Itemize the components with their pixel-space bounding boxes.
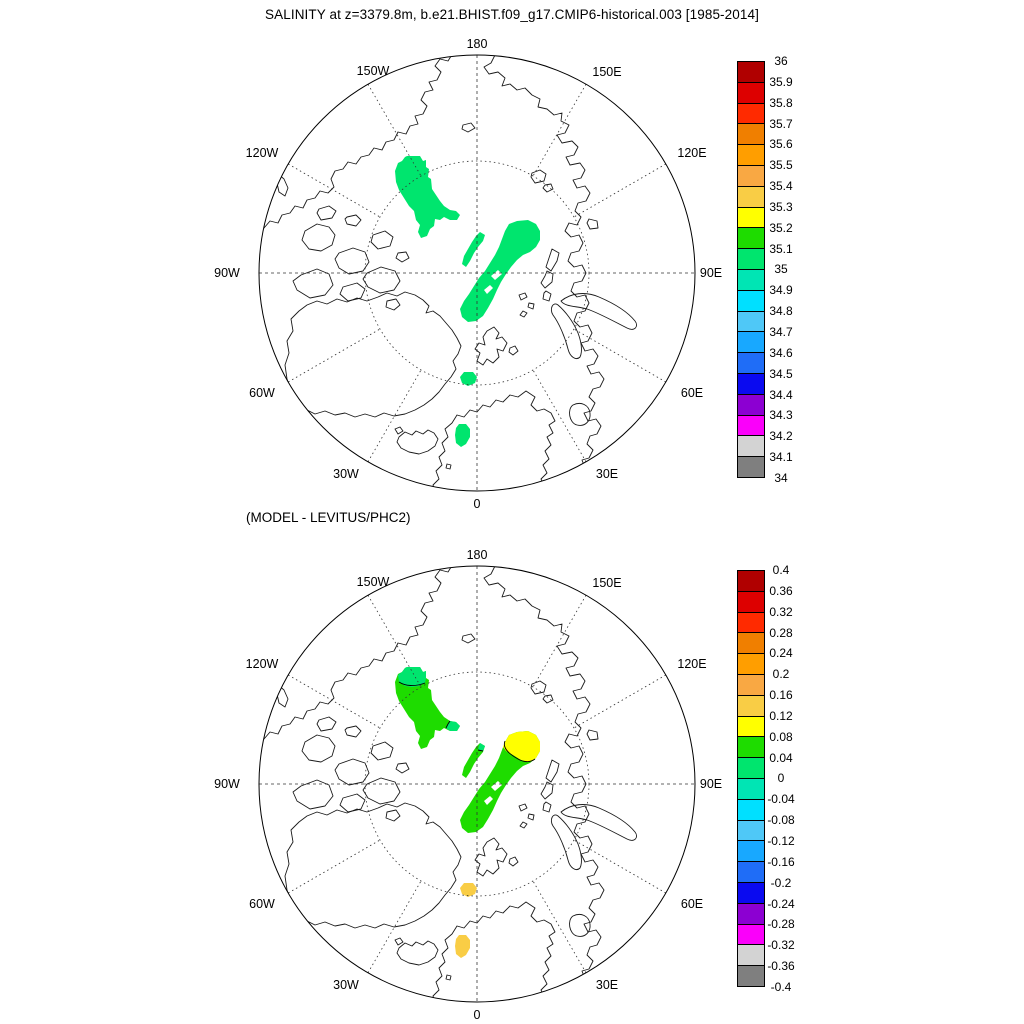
meridian-label-0: 0 bbox=[473, 1008, 481, 1022]
salinity-patch-pole-sliver bbox=[462, 232, 485, 267]
colorbar-tick-label: 0.2 bbox=[772, 667, 790, 682]
meridian-label-60w: 60W bbox=[249, 386, 275, 400]
meridian-label-150w: 150W bbox=[356, 64, 390, 78]
meridian-label-0: 0 bbox=[473, 497, 481, 511]
difference-map-svg bbox=[247, 554, 707, 1014]
meridian-label-30e: 30E bbox=[595, 467, 619, 481]
colorbar-tick-label: 0.16 bbox=[769, 688, 793, 703]
difference-panel-title: (MODEL - LEVITUS/PHC2) bbox=[246, 510, 411, 525]
colorbar-tick-label: -0.08 bbox=[767, 813, 795, 828]
colorbar-tick-label: 35.8 bbox=[769, 95, 793, 110]
meridian-label-120e: 120E bbox=[677, 657, 707, 671]
colorbar-tick-label: 34 bbox=[774, 470, 788, 485]
figure-title: SALINITY at z=3379.8m, b.e21.BHIST.f09_g17.CMIP6-historical.003 [1985-2014] bbox=[265, 7, 759, 22]
colorbar-tick-label: -0.36 bbox=[767, 959, 795, 974]
meridian-label-180: 180 bbox=[466, 548, 488, 562]
colorbar-tick-label: 34.5 bbox=[769, 366, 793, 381]
colorbar-tick-label: 35.7 bbox=[769, 116, 793, 131]
colorbar-tick-label: 34.1 bbox=[769, 450, 793, 465]
coastlines bbox=[257, 564, 637, 1014]
difference-colorbar-labels bbox=[755, 563, 807, 994]
meridian-label-60e: 60E bbox=[680, 897, 704, 911]
salinity-patch-greenland-sea-south bbox=[455, 424, 470, 447]
meridian-label-60e: 60E bbox=[680, 386, 704, 400]
colorbar-tick-label: 0.28 bbox=[769, 625, 793, 640]
colorbar-tick-label: 34.2 bbox=[769, 429, 793, 444]
colorbar-tick-label: 36 bbox=[774, 54, 788, 68]
meridian-label-90w: 90W bbox=[214, 777, 240, 791]
colorbar-tick-label: -0.12 bbox=[767, 833, 795, 848]
colorbar-tick-label: 35.4 bbox=[769, 179, 793, 194]
colorbar-tick-label: 35.5 bbox=[769, 158, 793, 173]
colorbar-tick-label: 35.2 bbox=[769, 220, 793, 235]
graticule bbox=[259, 55, 695, 491]
colorbar-tick-label: 34.9 bbox=[769, 283, 793, 298]
meridian-label-60w: 60W bbox=[249, 897, 275, 911]
colorbar-tick-label: -0.28 bbox=[767, 917, 795, 932]
meridian-label-90e: 90E bbox=[699, 266, 723, 280]
colorbar-tick-label: 34.6 bbox=[769, 345, 793, 360]
salinity-map-svg bbox=[247, 43, 707, 503]
colorbar-tick-label: 0.08 bbox=[769, 729, 793, 744]
diff-patch-greenland-sea-south bbox=[455, 935, 470, 958]
meridian-label-150e: 150E bbox=[592, 576, 622, 590]
colorbar-tick-label: 0.24 bbox=[769, 646, 793, 661]
meridian-label-30e: 30E bbox=[595, 978, 619, 992]
colorbar-tick-label: 0.32 bbox=[769, 604, 793, 619]
colorbar-tick-label: 0 bbox=[777, 771, 785, 786]
colorbar-tick-label: 34.3 bbox=[769, 408, 793, 423]
coastlines bbox=[257, 53, 637, 503]
colorbar-tick-label: 34.4 bbox=[769, 387, 793, 402]
colorbar-tick-label: 0.04 bbox=[769, 750, 793, 765]
colorbar-tick-label: -0.4 bbox=[770, 979, 792, 994]
colorbar-tick-label: 35 bbox=[774, 262, 788, 277]
meridian-label-150e: 150E bbox=[592, 65, 622, 79]
meridian-label-90w: 90W bbox=[214, 266, 240, 280]
map-panel-difference bbox=[214, 548, 723, 1022]
colorbar-tick-label: 35.9 bbox=[769, 74, 793, 89]
colorbar-tick-label: -0.32 bbox=[767, 938, 795, 953]
colorbar-tick-label: 0.4 bbox=[772, 563, 790, 577]
meridian-label-180: 180 bbox=[466, 37, 488, 51]
meridian-label-120e: 120E bbox=[677, 146, 707, 160]
colorbar-tick-label: -0.24 bbox=[767, 896, 795, 911]
meridian-label-150w: 150W bbox=[356, 575, 390, 589]
meridian-label-30w: 30W bbox=[333, 978, 359, 992]
colorbar-tick-label: -0.16 bbox=[767, 854, 795, 869]
colorbar-tick-label: -0.04 bbox=[767, 792, 795, 807]
map-panel-salinity bbox=[214, 37, 723, 511]
colorbar-tick-label: 34.8 bbox=[769, 304, 793, 319]
meridian-label-30w: 30W bbox=[333, 467, 359, 481]
salinity-patch-canada-basin bbox=[395, 156, 460, 238]
meridian-label-90e: 90E bbox=[699, 777, 723, 791]
meridian-label-120w: 120W bbox=[245, 657, 279, 671]
colorbar-tick-label: 35.6 bbox=[769, 137, 793, 152]
salinity-colorbar-labels bbox=[755, 54, 807, 485]
colorbar-tick-label: 0.36 bbox=[769, 583, 793, 598]
meridian-label-120w: 120W bbox=[245, 146, 279, 160]
graticule bbox=[259, 566, 695, 1002]
colorbar-tick-label: 0.12 bbox=[769, 708, 793, 723]
colorbar-tick-label: -0.2 bbox=[770, 875, 792, 890]
colorbar-tick-label: 34.7 bbox=[769, 324, 793, 339]
colorbar-tick-label: 35.3 bbox=[769, 199, 793, 214]
colorbar-tick-label: 35.1 bbox=[769, 241, 793, 256]
